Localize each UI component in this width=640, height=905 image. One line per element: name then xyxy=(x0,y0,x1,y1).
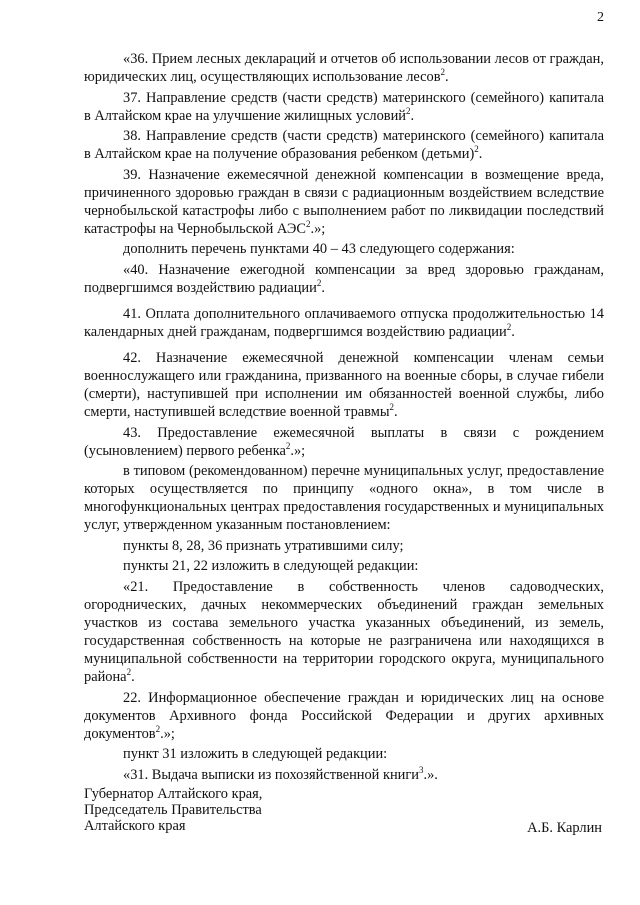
paragraph-text: пункт 31 изложить в следующей редакции: xyxy=(123,746,388,763)
paragraph-tail: . xyxy=(410,107,415,124)
footnote-ref: 2 xyxy=(126,667,132,678)
paragraph-text: «21. Предоставление в собственность членов садоводческих, огороднических, дачных некоммерческих объединений граждан земельных участков из состава земельного участка указанных объединений, из земель, государственная собственность на которые не разграничена или находящихся в муниципальной собственности на территории городского округа, муниципального района xyxy=(84,578,604,685)
paragraph-restate-21-22 xyxy=(84,557,604,575)
paragraph-text: «40. Назначение ежегодной компенсации за вред здоровью гражданам, подвергшимся воздействию радиации xyxy=(84,261,604,296)
signatory-name: А.Б. Карлин xyxy=(527,820,602,836)
paragraph-43 xyxy=(84,424,604,460)
paragraph-text: дополнить перечень пунктами 40 – 43 следующего содержания: xyxy=(123,241,515,258)
paragraph-text: 38. Направление средств (части средств) материнского (семейного) капитала в Алтайском крае на получение образования ребенком (детьми) xyxy=(84,128,604,163)
footnote-ref: 2 xyxy=(306,218,311,229)
footnote-ref: 2 xyxy=(474,144,479,155)
footnote-ref: 2 xyxy=(440,67,446,78)
signatory-title-line: Губернатор Алтайского края, xyxy=(84,786,263,802)
page-number: 2 xyxy=(597,10,604,25)
paragraph-text: 42. Назначение ежемесячной денежной компенсации членам семьи военнослужащего или гражданина, призванного на военные сборы, в случае гибели (смерти), наступившей при исполнении им обязанностей военной службы, либо смерти, наступившей вследствие военной травмы xyxy=(84,349,604,420)
paragraph-typical-list xyxy=(84,462,604,534)
paragraph-void-items xyxy=(84,537,604,555)
footnote-ref: 3 xyxy=(418,764,424,775)
footnote-ref: 2 xyxy=(155,723,161,734)
paragraph-text: 39. Назначение ежемесячной денежной компенсации в возмещение вреда, причиненного здоровью граждан в связи с радиационным воздействием вследствие чернобыльской катастрофы либо с выполнением работ по ликвидации последствий катастрофы на Чернобыльской АЭС xyxy=(84,166,604,237)
paragraph-tail: . xyxy=(393,403,398,420)
document-body xyxy=(84,50,604,786)
footnote-ref: 2 xyxy=(506,322,512,333)
paragraph-text: 22. Информационное обеспечение граждан и юридических лиц на основе документов Архивного фонда Российской Федерации и других архивных документов xyxy=(84,689,604,742)
footnote-ref: 2 xyxy=(285,440,291,451)
signatory-title-line: Алтайского края xyxy=(84,818,186,834)
footnote-ref: 2 xyxy=(389,402,394,413)
paragraph-21 xyxy=(84,578,604,686)
paragraph-40 xyxy=(84,261,604,297)
paragraph-tail: . xyxy=(321,279,325,296)
paragraph-restate-31 xyxy=(84,745,604,763)
paragraph-41 xyxy=(84,305,604,341)
paragraph-tail: .». xyxy=(423,766,438,783)
paragraph-tail: .»; xyxy=(290,442,306,459)
paragraph-tail: . xyxy=(131,668,135,685)
paragraph-39 xyxy=(84,166,604,238)
paragraph-37 xyxy=(84,89,604,125)
paragraph-tail: . xyxy=(511,323,515,340)
signatory-title-line: Председатель Правительства xyxy=(84,802,262,818)
paragraph-tail: . xyxy=(445,69,449,85)
paragraph-text: 37. Направление средств (части средств) материнского (семейного) капитала в Алтайском крае на улучшение жилищных условий xyxy=(84,89,604,124)
footnote-ref: 2 xyxy=(316,278,322,289)
paragraph-text: «36. Прием лесных деклараций и отчетов об использовании лесов от граждан, юридических лиц, осуществляющих использование лесов xyxy=(84,51,604,85)
footnote-ref: 2 xyxy=(406,105,411,116)
paragraph-text: в типовом (рекомендованном) перечне муниципальных услуг, предоставление которых осуществляется по принципу «одного окна», в том числе в многофункциональных центрах предоставления государственных и муниципальных услуг, утвержденном указанным постановлением: xyxy=(84,463,604,534)
paragraph-amend-intro xyxy=(84,240,604,258)
paragraph-22 xyxy=(84,689,604,743)
paragraph-36 xyxy=(84,50,604,86)
paragraph-text: 41. Оплата дополнительного оплачиваемого отпуска продолжительностью 14 календарных дней гражданам, подвергшимся воздействию радиации xyxy=(84,305,604,340)
paragraph-38 xyxy=(84,127,604,163)
signatory-title xyxy=(84,786,344,834)
signature-block xyxy=(84,786,604,834)
paragraph-text: «31. Выдача выписки из похозяйственной книги xyxy=(123,766,419,783)
paragraph-tail: .»; xyxy=(160,725,175,742)
paragraph-tail: . xyxy=(478,146,483,163)
paragraph-text: пункты 21, 22 изложить в следующей редакции: xyxy=(123,558,419,575)
paragraph-text: пункты 8, 28, 36 признать утратившими силу; xyxy=(123,537,404,554)
paragraph-text: 43. Предоставление ежемесячной выплаты в связи с рождением (усыновлением) первого ребенка xyxy=(84,424,604,459)
paragraph-42 xyxy=(84,349,604,421)
paragraph-31 xyxy=(84,766,604,784)
paragraph-tail: .»; xyxy=(310,220,326,237)
